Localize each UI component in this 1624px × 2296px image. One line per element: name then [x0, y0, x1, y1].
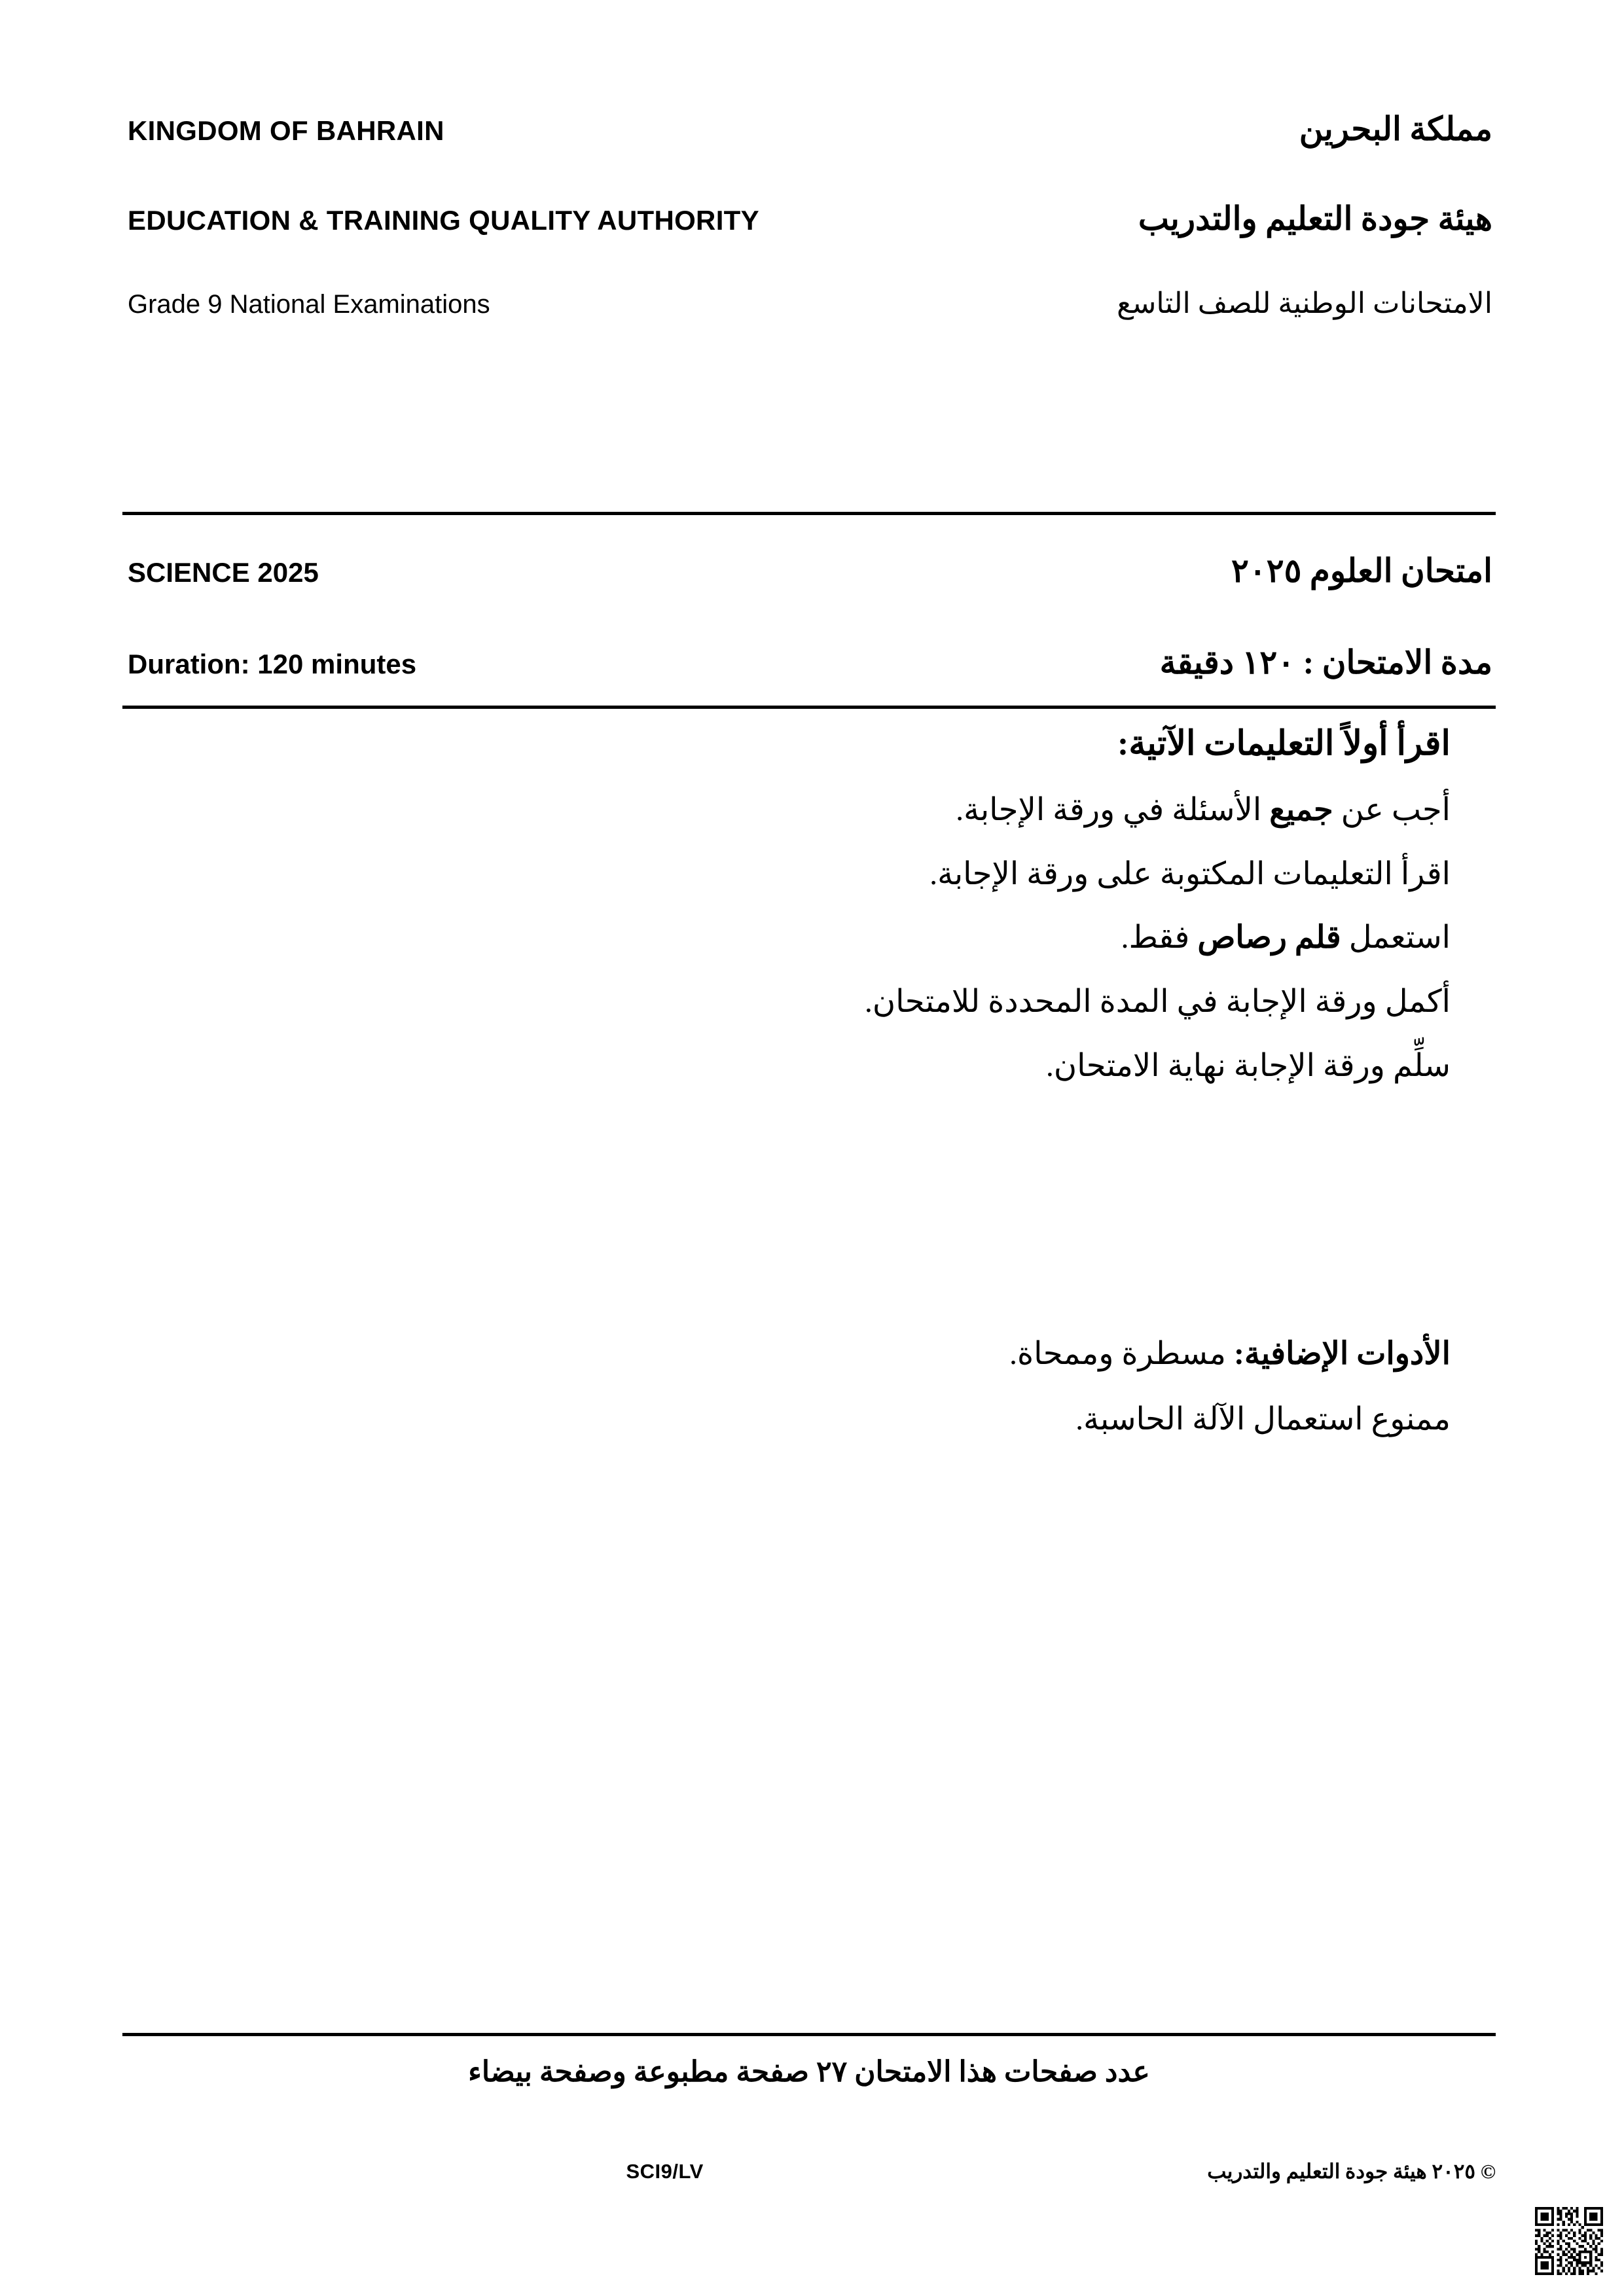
calculator-note: ممنوع استعمال الآلة الحاسبة.: [1075, 1401, 1451, 1437]
duration-label-ar: مدة الامتحان : ١٢٠ دقيقة: [1159, 644, 1492, 681]
country-label-ar: مملكة البحرين: [1299, 111, 1492, 147]
footer-bottom-row: [122, 2160, 1496, 2183]
title-row-subject: [128, 552, 1492, 590]
page-count-note: عدد صفحات هذا الامتحان ٢٧ صفحة مطبوعة وصفحة بيضاء: [468, 2056, 1150, 2088]
extra-tools-line: [393, 1335, 1451, 1373]
title-row-duration: [128, 643, 1492, 681]
country-label-en: KINGDOM OF BAHRAIN: [128, 115, 444, 146]
header-row-exam-series: [128, 287, 1492, 320]
subject-title-ar: امتحان العلوم ٢٠٢٥: [1231, 552, 1492, 589]
instruction-item-4-pre: أكمل ورقة الإجابة في المدة المحددة للامتحان.: [864, 984, 1451, 1019]
authority-label-en: EDUCATION & TRAINING QUALITY AUTHORITY: [128, 205, 759, 236]
authority-label-ar: هيئة جودة التعليم والتدريب: [1138, 200, 1492, 237]
extra-tools-block: [393, 1335, 1451, 1465]
instruction-item-3-post: فقط.: [1121, 920, 1198, 956]
instructions-block: [393, 725, 1451, 1111]
instruction-item-3: [393, 919, 1451, 957]
instruction-item-1-bold: جميع: [1269, 793, 1333, 828]
exam-series-label-en: Grade 9 National Examinations: [128, 290, 490, 319]
divider-below-title: [122, 706, 1496, 709]
exam-series-label-ar: الامتحانات الوطنية للصف التاسع: [1117, 287, 1492, 319]
instructions-heading: اقرأ أولاً التعليمات الآتية:: [1117, 725, 1451, 762]
paper-code: SCI9/LV: [626, 2160, 704, 2183]
qr-code-icon: [1535, 2207, 1603, 2275]
header-row-authority: [128, 200, 1492, 238]
instruction-item-1-pre: أجب عن: [1333, 793, 1451, 828]
instruction-item-2: [393, 855, 1451, 893]
extra-tools-label: الأدوات الإضافية:: [1233, 1336, 1451, 1371]
instruction-item-5: [393, 1047, 1451, 1085]
instruction-item-4: [393, 983, 1451, 1021]
instruction-item-3-pre: استعمل: [1341, 920, 1451, 956]
extra-tools-value: مسطرة وممحاة.: [1009, 1336, 1234, 1371]
instruction-item-1-post: الأسئلة في ورقة الإجابة.: [956, 793, 1270, 828]
instruction-item-3-bold: قلم رصاص: [1197, 920, 1341, 956]
divider-footer: [122, 2033, 1496, 2036]
duration-label-en: Duration: 120 minutes: [128, 649, 417, 679]
copyright-notice: © ٢٠٢٥ هيئة جودة التعليم والتدريب: [1207, 2160, 1496, 2183]
instruction-item-5-pre: سلِّم ورقة الإجابة نهاية الامتحان.: [1045, 1048, 1451, 1083]
divider-top: [122, 512, 1496, 515]
header-row-country: [128, 110, 1492, 148]
instruction-item-2-pre: اقرأ التعليمات المكتوبة على ورقة الإجابة.: [929, 856, 1451, 891]
instruction-item-1: [393, 791, 1451, 829]
subject-title-en: SCIENCE 2025: [128, 557, 319, 588]
